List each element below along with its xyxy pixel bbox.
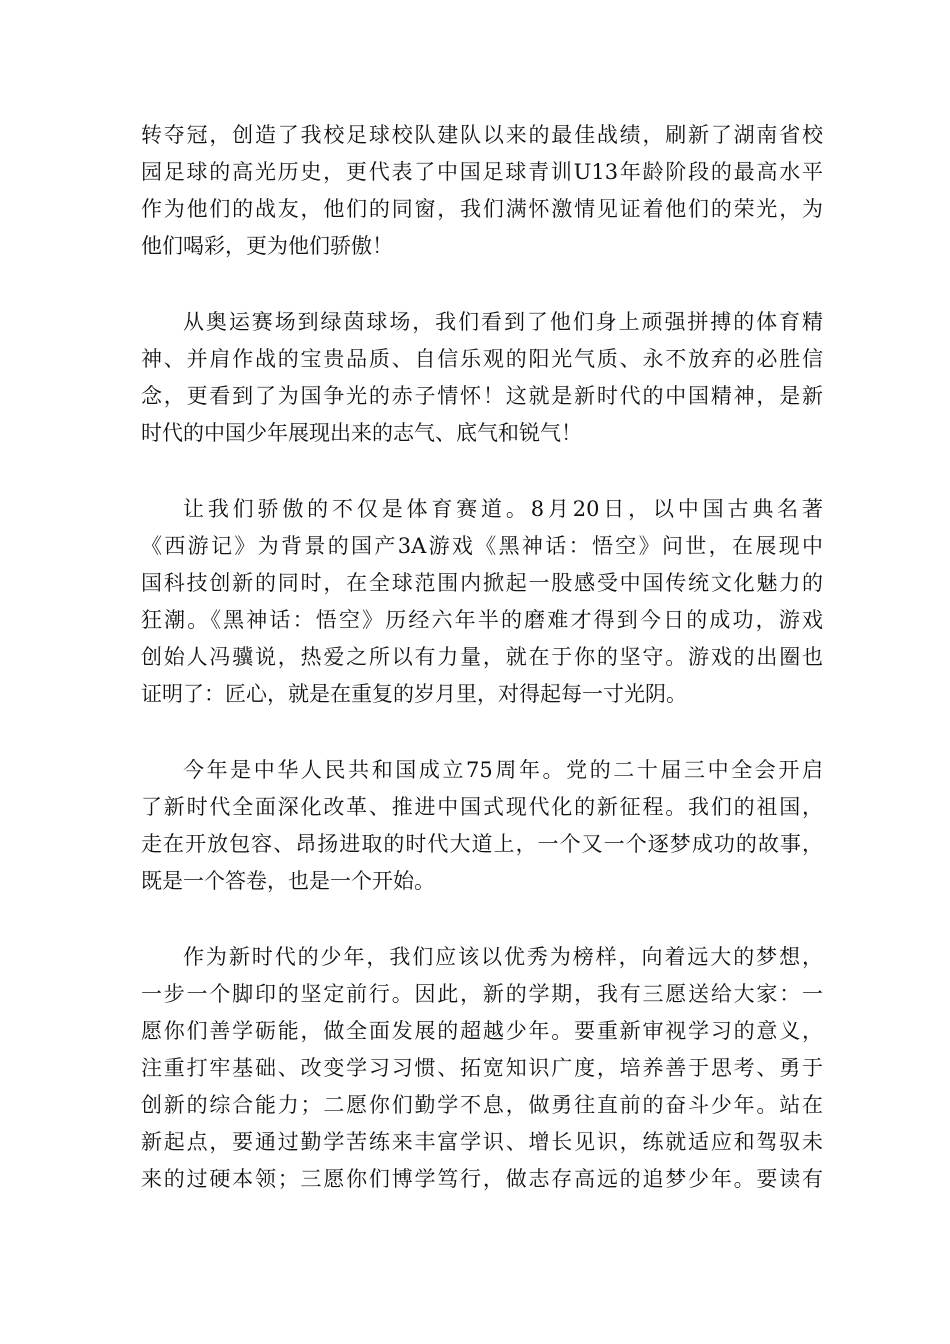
text-line: 转夺冠，创造了我校足球校队建队以来的最佳战绩，刷新了湖南省校 [141,123,823,147]
text-line: 注重打牢基础、改变学习习惯、拓宽知识广度，培养善于思考、勇于 [141,1056,823,1080]
text-line: 神、并肩作战的宝贵品质、自信乐观的阳光气质、永不放弃的必胜信 [141,347,823,371]
text-line: 愿你们善学砺能，做全面发展的超越少年。要重新审视学习的意义， [141,1019,823,1043]
paragraph-4 [141,752,823,900]
text-line: 证明了：匠心，就是在重复的岁月里，对得起每一寸光阴。 [141,682,687,706]
text-line: 国科技创新的同时，在全球范围内掀起一股感受中国传统文化魅力的 [141,571,823,595]
paragraph-1 [141,117,823,265]
text-line: 作为新时代的少年，我们应该以优秀为榜样，向着远大的梦想， [183,945,823,969]
text-line: 走在开放包容、昂扬进取的时代大道上，一个又一个逐梦成功的故事， [141,832,823,856]
text-line: 创始人冯骥说，热爱之所以有力量，就在于你的坚守。游戏的出圈也 [141,645,823,669]
text-line: 了新时代全面深化改革、推进中国式现代化的新征程。我们的祖国， [141,795,823,819]
document-body [141,117,823,1237]
text-line: 作为他们的战友，他们的同窗，我们满怀激情见证着他们的荣光，为 [141,197,823,221]
paragraph-3 [141,491,823,713]
text-line: 狂潮。《黑神话：悟空》历经六年半的磨难才得到今日的成功，游戏 [141,608,823,632]
text-line: 新起点，要通过勤学苦练来丰富学识、增长见识，练就适应和驾驭未 [141,1130,823,1154]
text-line: 园足球的高光历史，更代表了中国足球青训U13年龄阶段的最高水平 [141,160,823,184]
text-line: 让我们骄傲的不仅是体育赛道。8月20日，以中国古典名著 [183,497,823,521]
text-line: 时代的中国少年展现出来的志气、底气和锐气！ [141,421,582,445]
text-line: 一步一个脚印的坚定前行。因此，新的学期，我有三愿送给大家：一 [141,982,823,1006]
paragraph-2 [141,304,823,452]
text-line: 从奥运赛场到绿茵球场，我们看到了他们身上顽强拼搏的体育精 [183,310,823,334]
text-line: 《西游记》为背景的国产3A游戏《黑神话：悟空》问世，在展现中 [141,534,823,558]
text-line: 来的过硬本领；三愿你们博学笃行，做志存高远的追梦少年。要读有 [141,1167,823,1191]
text-line: 既是一个答卷，也是一个开始。 [141,869,435,893]
text-line: 创新的综合能力；二愿你们勤学不息，做勇往直前的奋斗少年。站在 [141,1093,823,1117]
text-line: 念，更看到了为国争光的赤子情怀！这就是新时代的中国精神，是新 [141,384,823,408]
paragraph-5 [141,939,823,1198]
text-line: 今年是中华人民共和国成立75周年。党的二十届三中全会开启 [183,758,823,782]
text-line: 他们喝彩，更为他们骄傲！ [141,234,393,258]
